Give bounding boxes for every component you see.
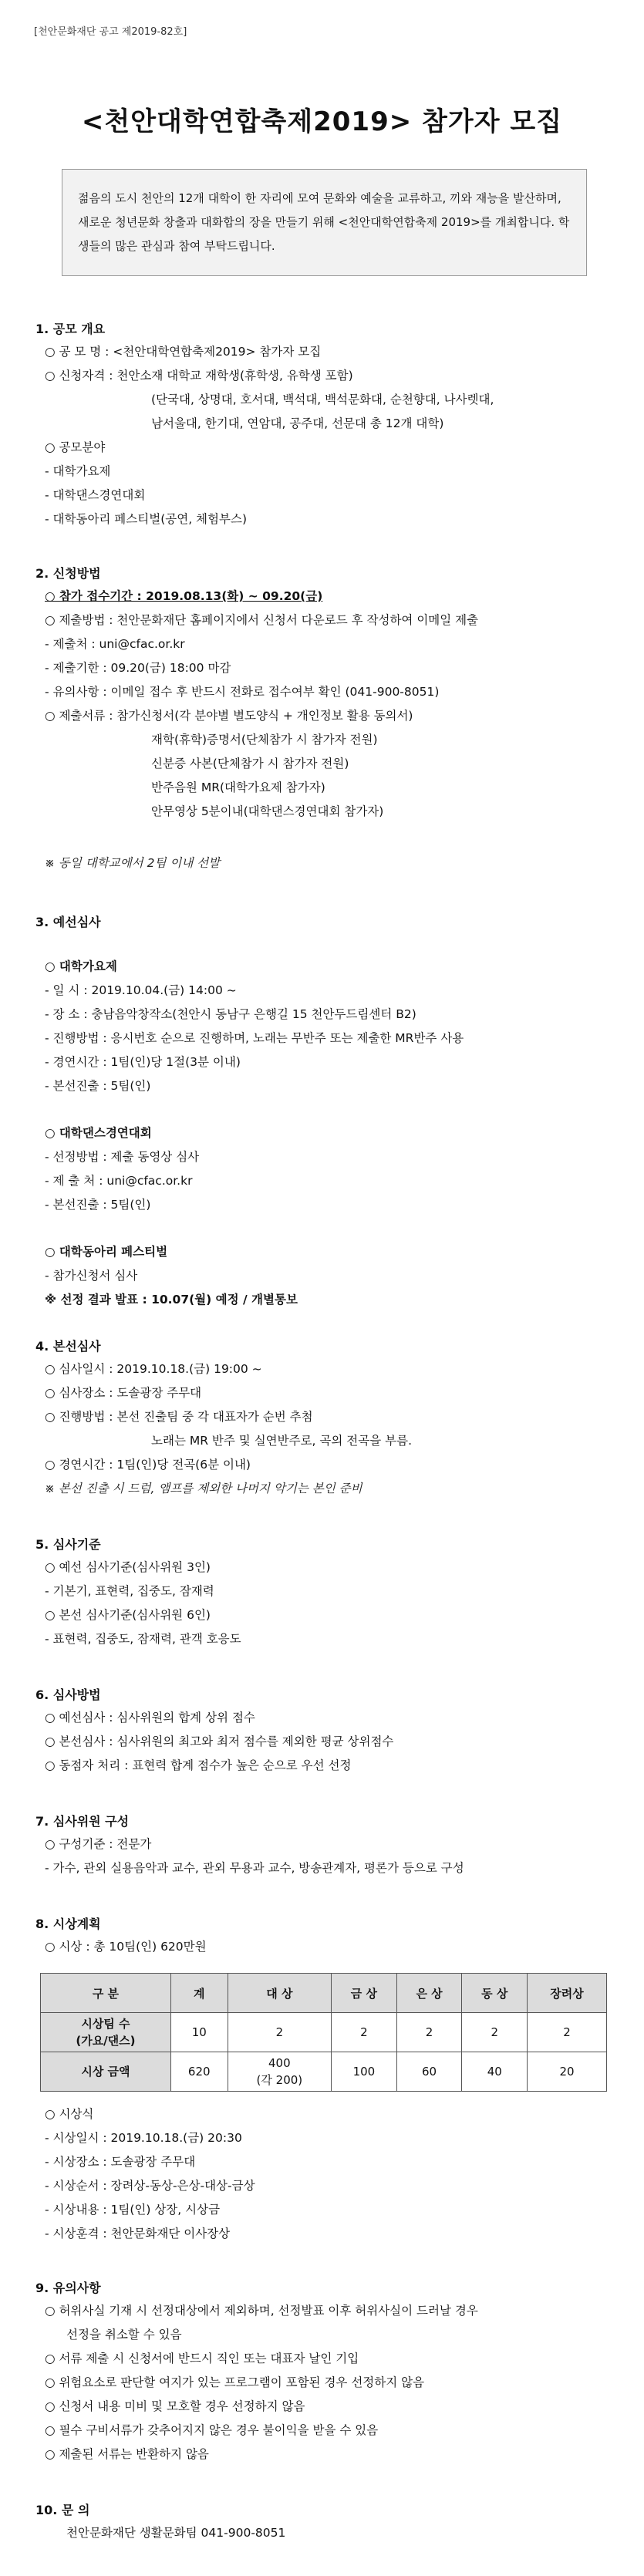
text-line: ○ 동점자 처리 : 표현력 합계 점수가 높은 순으로 우선 선정 bbox=[45, 1758, 352, 1772]
text-line: ○ 제출서류 : 참가신청서(각 분야별 별도양식 + 개인정보 활용 동의서) bbox=[45, 709, 413, 723]
section-heading: 9. 유의사항 bbox=[35, 2281, 101, 2295]
table-row bbox=[41, 2013, 607, 2052]
text-line: ○ 본선 심사기준(심사위원 6인) bbox=[45, 1608, 211, 1622]
text-line: ○ 구성기준 : 전문가 bbox=[45, 1837, 152, 1851]
row-header bbox=[41, 2013, 171, 2052]
section-awards bbox=[35, 1914, 613, 2246]
section-contact bbox=[35, 2500, 613, 2545]
section-method bbox=[35, 1685, 613, 1778]
text-line: ○ 위험요소로 판단할 여지가 있는 프로그램이 포함된 경우 선정하지 않음 bbox=[45, 2375, 425, 2389]
section-heading: 3. 예선심사 bbox=[35, 915, 101, 929]
section-heading: 8. 시상계획 bbox=[35, 1917, 101, 1931]
text-line: 노래는 MR 반주 및 실연반주로, 곡의 전곡을 부름. bbox=[151, 1434, 413, 1448]
text-line: - 시상일시 : 2019.10.18.(금) 20:30 bbox=[45, 2131, 242, 2145]
text-line: ○ 심사장소 : 도솔광장 주무대 bbox=[45, 1386, 202, 1400]
row-header-line: 시상팀 수 bbox=[81, 2017, 130, 2031]
text-line: ○ 예선 심사기준(심사위원 3인) bbox=[45, 1560, 211, 1574]
notice-number: [천안문화재단 공고 제2019-82호] bbox=[34, 26, 187, 38]
table-row bbox=[41, 2052, 607, 2092]
section-application bbox=[35, 564, 613, 875]
text-line: - 대학가요제 bbox=[45, 464, 111, 478]
section-heading: 1. 공모 개요 bbox=[35, 322, 106, 336]
award-table bbox=[40, 1973, 607, 2092]
subsection-heading: ○ 대학동아리 페스티벌 bbox=[45, 1245, 168, 1259]
result-announcement: ※ 선정 결과 발표 : 10.07(월) 예정 / 개별통보 bbox=[45, 1293, 298, 1307]
table-cell: 40 bbox=[462, 2052, 528, 2092]
section-heading: 4. 본선심사 bbox=[35, 1339, 101, 1354]
table-header-row bbox=[41, 1974, 607, 2013]
section-heading: 6. 심사방법 bbox=[35, 1688, 101, 1702]
text-line: ○ 제출방법 : 천안문화재단 홈페이지에서 신청서 다운로드 후 작성하여 이메일 제출 bbox=[45, 613, 479, 627]
text-line: ○ 신청서 내용 미비 및 모호할 경우 선정하지 않음 bbox=[45, 2399, 305, 2413]
text-line: - 경연시간 : 1팀(인)당 1절(3분 이내) bbox=[45, 1055, 241, 1069]
section-heading: 7. 심사위원 구성 bbox=[35, 1814, 130, 1829]
text-line: ○ 허위사실 기재 시 선정대상에서 제외하며, 선정발표 이후 허위사실이 드러날 경우 bbox=[45, 2304, 478, 2318]
section-preliminary bbox=[35, 912, 613, 1312]
text-line: ○ 시상식 bbox=[45, 2107, 94, 2121]
table-header: 계 bbox=[170, 1974, 228, 2013]
text-line: ○ 필수 구비서류가 갖추어지지 않은 경우 불이익을 받을 수 있음 bbox=[45, 2423, 379, 2437]
text-line: - 본선진출 : 5팀(인) bbox=[45, 1198, 151, 1212]
text-line: ○ 경연시간 : 1팀(인)당 전곡(6분 이내) bbox=[45, 1458, 251, 1472]
subsection-heading: ○ 대학가요제 bbox=[45, 959, 117, 973]
section-judges bbox=[35, 1812, 613, 1880]
table-cell: 620 bbox=[170, 2052, 228, 2092]
text-line: - 시상훈격 : 천안문화재단 이사장상 bbox=[45, 2227, 231, 2241]
text-line: ○ 서류 제출 시 신청서에 반드시 직인 또는 대표자 날인 기입 bbox=[45, 2352, 359, 2365]
section-heading: 10. 문 의 bbox=[35, 2503, 90, 2517]
text-line: - 제출기한 : 09.20(금) 18:00 마감 bbox=[45, 661, 231, 675]
text-line: 남서울대, 한기대, 연암대, 공주대, 선문대 총 12개 대학) bbox=[151, 416, 444, 430]
section-criteria bbox=[35, 1535, 613, 1651]
text-line: ○ 제출된 서류는 반환하지 않음 bbox=[45, 2447, 209, 2461]
table-cell: 100 bbox=[332, 2052, 397, 2092]
text-line: - 시상순서 : 장려상-동상-은상-대상-금상 bbox=[45, 2179, 255, 2193]
text-line: 안무영상 5분이내(대학댄스경연대회 참가자) bbox=[151, 804, 384, 818]
section-heading: 5. 심사기준 bbox=[35, 1537, 101, 1552]
text-line: 선정을 취소할 수 있음 bbox=[66, 2328, 182, 2342]
text-line: ○ 시상 : 총 10팀(인) 620만원 bbox=[45, 1940, 207, 1954]
intro-box: 젊음의 도시 천안의 12개 대학이 한 자리에 모여 문화와 예술을 교류하고, 끼와 재능을 발산하며, 새로운 청년문화 창출과 대화합의 장을 만들기 위해 <천안대학연합축제 2019>를 개최합니다. 학생들의 많은 관심과 참여 부탁드립니다. bbox=[62, 169, 587, 276]
text-line: - 제 출 처 : uni@cfac.or.kr bbox=[45, 1174, 193, 1188]
table-header: 은 상 bbox=[396, 1974, 462, 2013]
text-line: ○ 심사일시 : 2019.10.18.(금) 19:00 ~ bbox=[45, 1362, 262, 1376]
text-line: - 시상장소 : 도솔광장 주무대 bbox=[45, 2155, 196, 2169]
cell-line: (각 200) bbox=[256, 2073, 303, 2087]
section-cautions bbox=[35, 2278, 613, 2466]
text-line: - 가수, 관외 실용음악과 교수, 관외 무용과 교수, 방송관계자, 평론가 등으로 구성 bbox=[45, 1861, 464, 1875]
text-line: - 표현력, 집중도, 잠재력, 관객 호응도 bbox=[45, 1632, 241, 1646]
text-line: - 선정방법 : 제출 동영상 심사 bbox=[45, 1150, 200, 1164]
table-cell: 20 bbox=[528, 2052, 607, 2092]
text-line: - 진행방법 : 응시번호 순으로 진행하며, 노래는 무반주 또는 제출한 MR반주 사용 bbox=[45, 1031, 464, 1045]
text-line: 재학(휴학)증명서(단체참가 시 참가자 전원) bbox=[151, 733, 378, 747]
table-cell: 2 bbox=[528, 2013, 607, 2052]
table-cell bbox=[228, 2052, 331, 2092]
text-line: - 제출처 : uni@cfac.or.kr bbox=[45, 637, 185, 651]
section-overview bbox=[35, 319, 613, 531]
table-cell: 10 bbox=[170, 2013, 228, 2052]
text-line: - 일 시 : 2019.10.04.(금) 14:00 ~ bbox=[45, 983, 237, 997]
contact-line: 천안문화재단 생활문화팀 041-900-8051 bbox=[66, 2526, 286, 2540]
table-header: 구 분 bbox=[41, 1974, 171, 2013]
cell-line: 400 bbox=[268, 2056, 291, 2070]
text-line: - 대학동아리 페스티벌(공연, 체험부스) bbox=[45, 512, 247, 526]
text-line: ○ 신청자격 : 천안소재 대학교 재학생(휴학생, 유학생 포함) bbox=[45, 369, 353, 383]
text-line: (단국대, 상명대, 호서대, 백석대, 백석문화대, 순천향대, 나사렛대, bbox=[151, 393, 494, 406]
text-line: - 본선진출 : 5팀(인) bbox=[45, 1079, 151, 1093]
text-line: - 기본기, 표현력, 집중도, 잠재력 bbox=[45, 1584, 214, 1598]
table-cell: 2 bbox=[228, 2013, 331, 2052]
text-line: ○ 공 모 명 : <천안대학연합축제2019> 참가자 모집 bbox=[45, 345, 322, 359]
table-cell: 2 bbox=[332, 2013, 397, 2052]
text-line: - 유의사항 : 이메일 접수 후 반드시 전화로 접수여부 확인 (041-900-8051) bbox=[45, 685, 440, 699]
content bbox=[0, 319, 644, 2545]
table-header: 동 상 bbox=[462, 1974, 528, 2013]
note-line: ※ 본선 진출 시 드럼, 앰프를 제외한 나머지 악기는 본인 준비 bbox=[45, 1482, 362, 1495]
text-line: - 시상내용 : 1팀(인) 상장, 시상금 bbox=[45, 2203, 221, 2217]
row-header-line: (가요/댄스) bbox=[76, 2034, 136, 2048]
row-header: 시상 금액 bbox=[41, 2052, 171, 2092]
text-line: - 장 소 : 충남음악창작소(천안시 동남구 은행길 15 천안두드림센터 B2) bbox=[45, 1007, 416, 1021]
text-line: 반주음원 MR(대학가요제 참가자) bbox=[151, 781, 325, 794]
subsection-heading: ○ 대학댄스경연대회 bbox=[45, 1126, 152, 1140]
note-line: ※ 동일 대학교에서 2팀 이내 선발 bbox=[45, 856, 221, 870]
application-period: ○ 참가 접수기간 : 2019.08.13(화) ~ 09.20(금) bbox=[45, 589, 323, 603]
page-title: <천안대학연합축제2019> 참가자 모집 bbox=[81, 106, 563, 137]
text-line: ○ 본선심사 : 심사위원의 최고와 최저 점수를 제외한 평균 상위점수 bbox=[45, 1735, 394, 1748]
text-line: ○ 진행방법 : 본선 진출팀 중 각 대표자가 순번 추첨 bbox=[45, 1410, 313, 1424]
text-line: ○ 예선심사 : 심사위원의 합계 상위 점수 bbox=[45, 1711, 255, 1725]
text-line: - 대학댄스경연대회 bbox=[45, 488, 146, 502]
table-cell: 2 bbox=[396, 2013, 462, 2052]
text-line: - 참가신청서 심사 bbox=[45, 1269, 138, 1283]
section-heading: 2. 신청방법 bbox=[35, 566, 101, 581]
text-line: 신분증 사본(단체참가 시 참가자 전원) bbox=[151, 757, 349, 770]
table-header: 대 상 bbox=[228, 1974, 331, 2013]
table-cell: 60 bbox=[396, 2052, 462, 2092]
table-cell: 2 bbox=[462, 2013, 528, 2052]
section-final bbox=[35, 1337, 613, 1501]
table-header: 장려상 bbox=[528, 1974, 607, 2013]
table-header: 금 상 bbox=[332, 1974, 397, 2013]
text-line: ○ 공모분야 bbox=[45, 440, 106, 454]
